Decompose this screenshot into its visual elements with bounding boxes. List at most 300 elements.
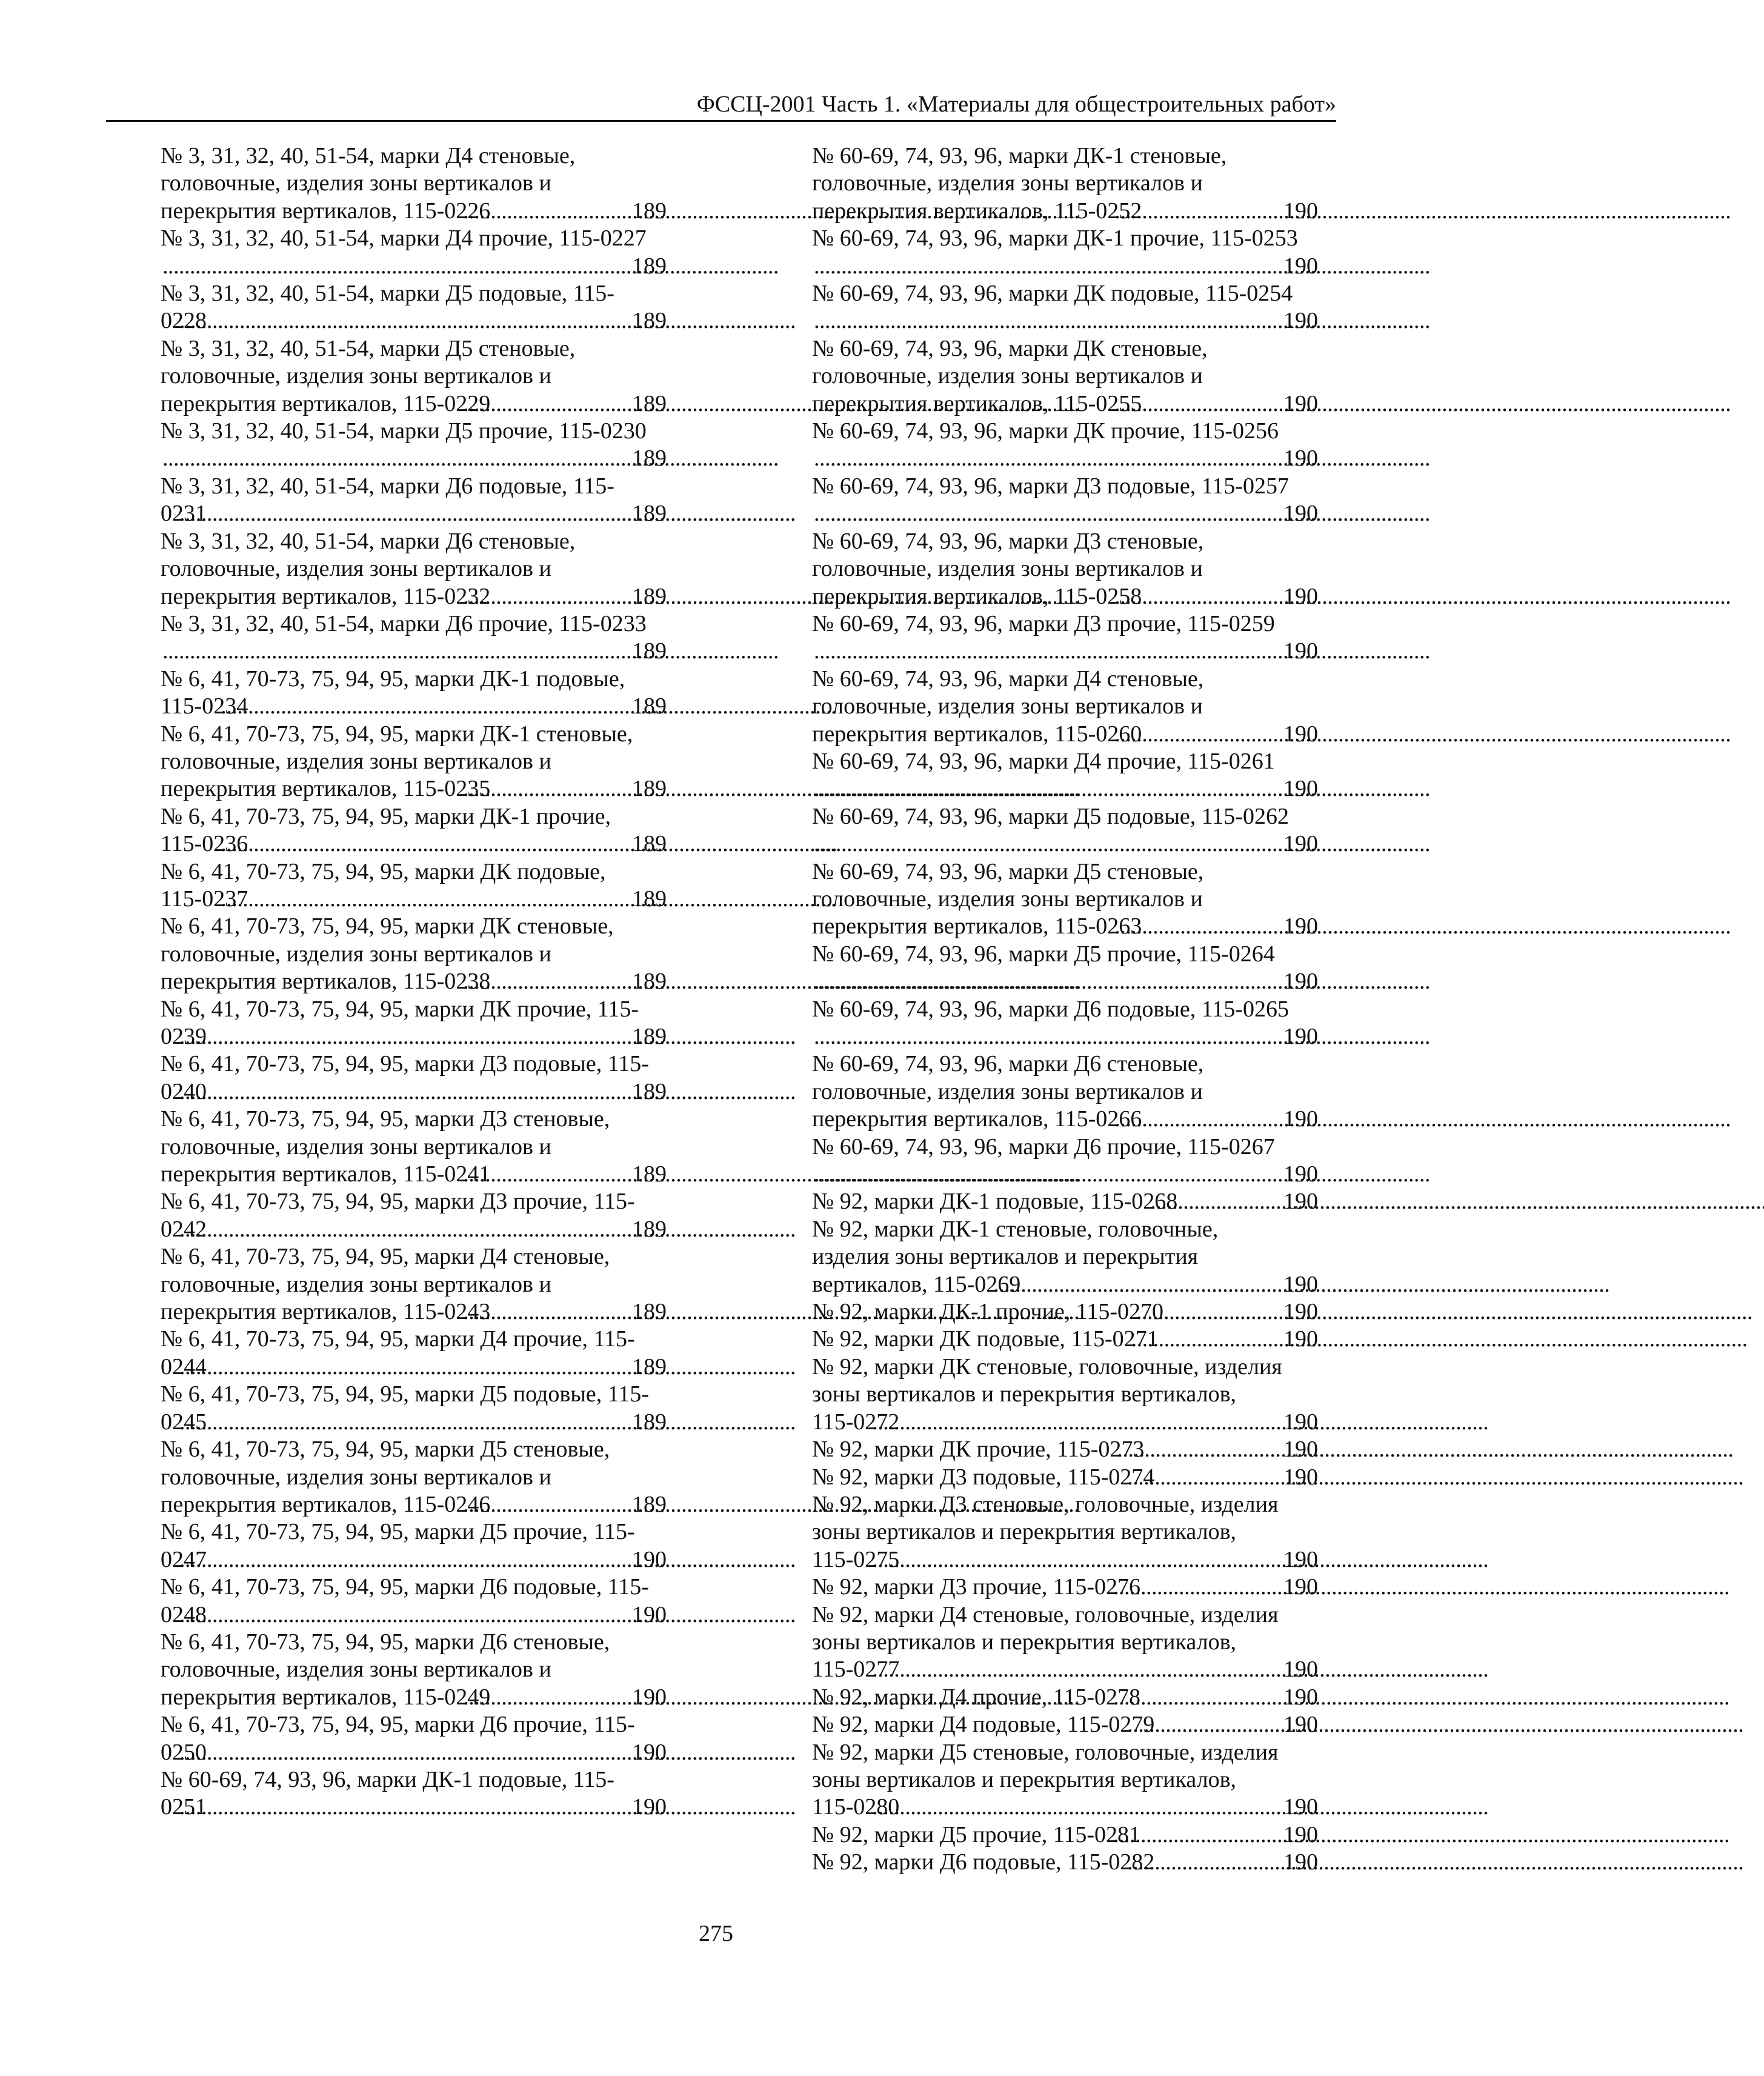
entry-page-number: 190 <box>1283 776 1318 802</box>
entry-last-line <box>812 721 1318 748</box>
entry-last-line <box>161 1023 667 1050</box>
entry-last-line <box>812 1849 1318 1876</box>
dot-leader <box>1022 1271 1311 1298</box>
entry-text: № 92, марки Д3 прочие, 115-0276 <box>812 1574 1141 1600</box>
entry-text-line: № 60-69, 74, 93, 96, марки Д5 подовые, 115-0262 <box>812 803 1289 829</box>
entry-text: 0248 <box>161 1601 207 1627</box>
entry-last-line <box>161 307 667 335</box>
entry-page-number: 189 <box>632 308 667 334</box>
entry-page-number: 189 <box>632 583 667 609</box>
entry-last-line <box>161 968 667 995</box>
entry-text-line: № 60-69, 74, 93, 96, марки Д4 стеновые, <box>812 666 1204 692</box>
entry-text-line: зоны вертикалов и перекрытия вертикалов, <box>812 1519 1237 1545</box>
index-entry <box>812 1601 1318 1684</box>
entry-page-number: 190 <box>1283 446 1318 472</box>
dot-leader <box>208 1409 659 1436</box>
entry-text-line: № 3, 31, 32, 40, 51-54, марки Д6 стеновые, <box>161 528 576 554</box>
entry-page-number: 190 <box>1283 1326 1318 1352</box>
entry-last-line <box>161 1216 667 1243</box>
dot-leader <box>843 638 1311 665</box>
entry-page-number: 190 <box>632 1684 667 1710</box>
index-entry <box>161 1381 667 1436</box>
entry-last-line <box>161 1409 667 1436</box>
index-column-left <box>161 142 667 1821</box>
entry-last-line <box>161 1794 667 1821</box>
index-entry <box>161 858 667 913</box>
entry-page-number: 190 <box>1283 1161 1318 1187</box>
index-entry <box>812 142 1318 225</box>
entry-text: перекрытия вертикалов, 115-0249 <box>161 1684 491 1710</box>
entry-last-line <box>841 968 1318 995</box>
entry-last-line <box>161 693 667 720</box>
dot-leader <box>208 1023 659 1050</box>
dot-leader <box>250 830 659 858</box>
entry-text-line: № 3, 31, 32, 40, 51-54, марки Д5 стеновые, <box>161 335 576 361</box>
entry-text: 0244 <box>161 1353 207 1380</box>
dot-leader <box>191 638 659 665</box>
entry-page-number: 190 <box>632 1739 667 1765</box>
entry-page-number: 189 <box>632 886 667 912</box>
dot-leader <box>191 253 659 280</box>
dot-leader <box>843 775 1311 803</box>
index-entry <box>812 748 1318 803</box>
index-entry <box>812 225 1318 280</box>
index-entry <box>812 1216 1318 1298</box>
entry-page-number: 189 <box>632 1409 667 1435</box>
entry-last-line <box>812 1188 1318 1215</box>
index-entry <box>812 1188 1318 1215</box>
entry-last-line <box>190 638 667 665</box>
dot-leader <box>208 1078 659 1106</box>
index-entry <box>812 1353 1318 1436</box>
entry-text-line: головочные, изделия зоны вертикалов и <box>161 1464 551 1490</box>
index-entry <box>812 1464 1318 1491</box>
entry-text-line: головочные, изделия зоны вертикалов и <box>161 941 551 967</box>
index-entry <box>812 1491 1318 1574</box>
entry-page-number: 189 <box>632 253 667 279</box>
entry-last-line <box>812 1326 1318 1353</box>
entry-page-number: 189 <box>632 693 667 719</box>
index-entry <box>812 858 1318 941</box>
entry-text-line: изделия зоны вертикалов и перекрытия <box>812 1244 1199 1270</box>
entry-last-line <box>841 307 1318 335</box>
index-entry <box>812 610 1318 666</box>
entry-text: перекрытия вертикалов, 115-0246 <box>161 1491 491 1517</box>
entry-text-line: головочные, изделия зоны вертикалов и <box>812 363 1203 389</box>
dot-leader <box>191 445 659 472</box>
dot-leader <box>208 1601 659 1629</box>
entry-text: перекрытия вертикалов, 115-0238 <box>161 969 491 995</box>
entry-page-number: 190 <box>1283 1106 1318 1132</box>
entry-text: 0250 <box>161 1739 207 1765</box>
dot-leader <box>843 830 1311 858</box>
entry-text: 115-0280 <box>812 1794 900 1820</box>
dot-leader <box>843 445 1311 472</box>
entry-last-line <box>812 1711 1318 1738</box>
entry-text: 0240 <box>161 1078 207 1104</box>
entry-page-number: 190 <box>1283 638 1318 664</box>
index-entry <box>161 225 667 280</box>
entry-text-line: № 92, марки ДК-1 стеновые, головочные, <box>812 1216 1219 1242</box>
index-entry <box>812 1821 1318 1849</box>
entry-last-line <box>812 390 1318 418</box>
entry-page-number: 190 <box>1283 1299 1318 1325</box>
entry-page-number: 190 <box>1283 1546 1318 1572</box>
entry-page-number: 189 <box>632 1078 667 1104</box>
entry-page-number: 189 <box>632 638 667 664</box>
entry-text-line: № 6, 41, 70-73, 75, 94, 95, марки ДК-1 подовые, <box>161 666 625 692</box>
entry-text: перекрытия вертикалов, 115-0255 <box>812 390 1142 416</box>
entry-last-line <box>812 913 1318 940</box>
entry-last-line <box>812 1271 1318 1298</box>
index-entry <box>812 803 1318 858</box>
entry-text-line: головочные, изделия зоны вертикалов и <box>812 1078 1203 1104</box>
index-entry <box>812 1574 1318 1601</box>
entry-text: перекрытия вертикалов, 115-0263 <box>812 913 1142 940</box>
entry-text-line: № 6, 41, 70-73, 75, 94, 95, марки ДК-1 прочие, <box>161 803 611 829</box>
entry-page-number: 189 <box>632 1353 667 1380</box>
entry-last-line <box>812 198 1318 225</box>
entry-page-number: 190 <box>1283 831 1318 857</box>
entry-text-line: № 6, 41, 70-73, 75, 94, 95, марки Д5 стеновые, <box>161 1437 610 1463</box>
entry-text-line: головочные, изделия зоны вертикалов и <box>161 1133 551 1160</box>
index-entry <box>812 1133 1318 1189</box>
entry-text: перекрытия вертикалов, 115-0235 <box>161 776 491 802</box>
entry-text-line: головочные, изделия зоны вертикалов и <box>812 556 1203 582</box>
entry-text-line: № 60-69, 74, 93, 96, марки Д3 подовые, 115-0257 <box>812 473 1289 499</box>
entry-text: 115-0234 <box>161 693 248 719</box>
entry-last-line <box>161 1353 667 1381</box>
index-entry <box>812 1849 1318 1876</box>
index-entry <box>812 335 1318 418</box>
entry-text: перекрытия вертикалов, 115-0266 <box>812 1106 1142 1132</box>
entry-text-line: № 6, 41, 70-73, 75, 94, 95, марки Д6 прочие, 115- <box>161 1712 635 1738</box>
entry-text-line: № 92, марки Д5 стеновые, головочные, изделия <box>812 1739 1279 1765</box>
entry-page-number: 189 <box>632 1216 667 1242</box>
entry-text: № 92, марки Д4 подовые, 115-0279 <box>812 1712 1155 1738</box>
dot-leader <box>208 1794 659 1821</box>
entry-page-number: 190 <box>1283 1657 1318 1683</box>
entry-text-line: головочные, изделия зоны вертикалов и <box>161 1657 551 1683</box>
index-entry <box>161 1106 667 1188</box>
index-entry <box>161 1518 667 1574</box>
entry-text: 0245 <box>161 1409 207 1435</box>
entry-text-line: № 60-69, 74, 93, 96, марки ДК подовые, 115-0254 <box>812 281 1293 307</box>
index-entry <box>161 1050 667 1106</box>
entry-page-number: 190 <box>1283 1409 1318 1435</box>
entry-page-number: 190 <box>1283 1271 1318 1297</box>
entry-text-line: зоны вертикалов и перекрытия вертикалов, <box>812 1629 1237 1655</box>
dot-leader <box>901 1409 1311 1436</box>
entry-page-number: 190 <box>1283 501 1318 527</box>
entry-text-line: головочные, изделия зоны вертикалов и <box>812 170 1203 196</box>
entry-text-line: № 6, 41, 70-73, 75, 94, 95, марки Д4 стеновые, <box>161 1244 610 1270</box>
entry-text-line: головочные, изделия зоны вертикалов и <box>812 693 1203 719</box>
entry-last-line <box>161 1739 667 1766</box>
entry-last-line <box>841 638 1318 665</box>
entry-text-line: № 3, 31, 32, 40, 51-54, марки Д6 прочие, 115-0233 <box>161 610 647 636</box>
dot-leader <box>208 1546 659 1574</box>
entry-last-line <box>161 1601 667 1629</box>
entry-text: перекрытия вертикалов, 115-0260 <box>812 721 1142 747</box>
entry-text-line: № 6, 41, 70-73, 75, 94, 95, марки ДК стеновые, <box>161 913 614 940</box>
index-entry <box>812 1298 1318 1326</box>
entry-last-line <box>841 775 1318 803</box>
entry-last-line <box>841 830 1318 858</box>
entry-text: 0231 <box>161 501 207 527</box>
entry-last-line <box>812 1106 1318 1133</box>
entry-text: 115-0275 <box>812 1546 900 1572</box>
index-entry <box>812 996 1318 1051</box>
entry-page-number: 189 <box>632 831 667 857</box>
entry-last-line <box>812 1821 1318 1849</box>
index-entry <box>161 1711 667 1766</box>
dot-leader <box>250 886 659 913</box>
entry-text: № 92, марки ДК подовые, 115-0271 <box>812 1326 1159 1352</box>
entry-last-line <box>161 830 667 858</box>
entry-page-number: 190 <box>632 1546 667 1572</box>
dot-leader <box>901 1546 1311 1574</box>
entry-last-line <box>812 1574 1318 1601</box>
entry-text: № 92, марки ДК-1 прочие, 115-0270 <box>812 1299 1164 1325</box>
entry-page-number: 190 <box>1283 913 1318 940</box>
entry-page-number: 190 <box>1283 583 1318 609</box>
entry-text-line: № 3, 31, 32, 40, 51-54, марки Д5 подовые, 115- <box>161 281 614 307</box>
entry-page-number: 189 <box>632 969 667 995</box>
entry-page-number: 190 <box>1283 1712 1318 1738</box>
entry-text: 0247 <box>161 1546 207 1572</box>
index-entry <box>161 803 667 858</box>
index-entry <box>812 1711 1318 1738</box>
entry-text-line: № 60-69, 74, 93, 96, марки ДК-1 прочие, 115-0253 <box>812 225 1298 252</box>
index-entry <box>812 1684 1318 1711</box>
entry-text-line: № 60-69, 74, 93, 96, марки Д6 прочие, 115-0267 <box>812 1133 1275 1160</box>
index-entry <box>161 1188 667 1243</box>
entry-last-line <box>190 253 667 280</box>
entry-last-line <box>841 445 1318 472</box>
entry-last-line <box>161 500 667 527</box>
entry-text: перекрытия вертикалов, 115-0258 <box>812 583 1142 609</box>
entry-last-line <box>812 1464 1318 1491</box>
entry-last-line <box>841 1023 1318 1050</box>
entry-page-number: 190 <box>1283 308 1318 334</box>
index-entry <box>161 1766 667 1821</box>
entry-text: 0239 <box>161 1024 207 1049</box>
entry-text-line: № 60-69, 74, 93, 96, марки ДК стеновые, <box>812 335 1208 361</box>
entry-page-number: 189 <box>632 1024 667 1049</box>
entry-text-line: № 60-69, 74, 93, 96, марки Д5 стеновые, <box>812 858 1204 884</box>
entry-text-line: № 6, 41, 70-73, 75, 94, 95, марки Д4 прочие, 115- <box>161 1326 635 1352</box>
entry-text-line: головочные, изделия зоны вертикалов и <box>161 363 551 389</box>
entry-last-line <box>812 1656 1318 1683</box>
index-entry <box>161 1574 667 1629</box>
entry-last-line <box>161 583 667 610</box>
entry-last-line <box>841 253 1318 280</box>
index-entry <box>812 941 1318 996</box>
entry-text: перекрытия вертикалов, 115-0241 <box>161 1161 491 1187</box>
entry-page-number: 190 <box>1283 1464 1318 1490</box>
index-entry <box>161 1436 667 1518</box>
entry-text: 0251 <box>161 1794 207 1820</box>
entry-page-number: 190 <box>1283 1024 1318 1049</box>
entry-text-line: № 60-69, 74, 93, 96, марки Д4 прочие, 115-0261 <box>812 748 1275 774</box>
dot-leader <box>208 1739 659 1766</box>
entry-last-line <box>841 1161 1318 1188</box>
index-entry <box>812 666 1318 748</box>
entry-text: № 92, марки Д6 подовые, 115-0282 <box>812 1849 1155 1875</box>
entry-text-line: № 92, марки ДК стеновые, головочные, изделия <box>812 1353 1282 1380</box>
entry-page-number: 190 <box>632 1794 667 1820</box>
entry-text: № 92, марки ДК-1 подовые, 115-0268 <box>812 1189 1178 1215</box>
entry-last-line <box>161 886 667 913</box>
entry-page-number: 190 <box>1283 253 1318 279</box>
entry-text-line: № 3, 31, 32, 40, 51-54, марки Д4 прочие, 115-0227 <box>161 225 647 252</box>
entry-text: вертикалов, 115-0269 <box>812 1271 1021 1297</box>
entry-last-line <box>161 390 667 418</box>
entry-text-line: № 6, 41, 70-73, 75, 94, 95, марки ДК прочие, 115- <box>161 996 639 1022</box>
entry-page-number: 189 <box>632 1161 667 1187</box>
dot-leader <box>843 500 1311 527</box>
index-entry <box>812 418 1318 473</box>
dot-leader <box>901 1656 1311 1683</box>
entry-page-number: 189 <box>632 1299 667 1325</box>
index-entry <box>161 335 667 418</box>
entry-text-line: головочные, изделия зоны вертикалов и <box>161 170 551 196</box>
running-header: ФССЦ-2001 Часть 1. «Материалы для общестроительных работ» <box>106 90 1336 122</box>
entry-page-number: 189 <box>632 776 667 802</box>
index-column-right <box>812 142 1318 1877</box>
index-entry <box>161 996 667 1051</box>
entry-page-number: 190 <box>1283 1794 1318 1820</box>
index-entry <box>161 1629 667 1711</box>
entry-text-line: № 6, 41, 70-73, 75, 94, 95, марки Д3 подовые, 115- <box>161 1051 649 1077</box>
index-entry <box>161 1243 667 1326</box>
index-entry <box>161 528 667 610</box>
dot-leader <box>843 1161 1311 1188</box>
entry-text-line: зоны вертикалов и перекрытия вертикалов, <box>812 1766 1237 1792</box>
index-entry <box>812 473 1318 528</box>
entry-text-line: головочные, изделия зоны вертикалов и <box>161 556 551 582</box>
entry-page-number: 190 <box>1283 1189 1318 1215</box>
entry-page-number: 190 <box>1283 198 1318 224</box>
page-number: 275 <box>699 1921 733 1946</box>
dot-leader <box>901 1794 1311 1821</box>
entry-page-number: 189 <box>632 390 667 416</box>
entry-last-line <box>812 1409 1318 1436</box>
dot-leader <box>208 1353 659 1381</box>
index-entry <box>161 473 667 528</box>
entry-text-line: № 6, 41, 70-73, 75, 94, 95, марки Д3 стеновые, <box>161 1106 610 1132</box>
entry-text-line: № 3, 31, 32, 40, 51-54, марки Д6 подовые, 115- <box>161 473 614 499</box>
entry-text-line: № 6, 41, 70-73, 75, 94, 95, марки Д5 подовые, 115- <box>161 1381 649 1407</box>
entry-text: № 92, марки Д3 подовые, 115-0274 <box>812 1464 1155 1490</box>
dot-leader <box>208 500 659 527</box>
entry-last-line <box>812 1298 1318 1326</box>
entry-page-number: 190 <box>632 1601 667 1627</box>
entry-text-line: № 3, 31, 32, 40, 51-54, марки Д4 стеновые, <box>161 143 576 169</box>
entry-last-line <box>841 500 1318 527</box>
entry-last-line <box>190 445 667 472</box>
entry-last-line <box>161 1298 667 1326</box>
entry-last-line <box>161 1546 667 1574</box>
entry-text-line: № 60-69, 74, 93, 96, марки ДК-1 стеновые, <box>812 143 1227 169</box>
dot-leader <box>250 693 659 720</box>
entry-text: № 92, марки ДК прочие, 115-0273 <box>812 1437 1145 1463</box>
entry-text: перекрытия вертикалов, 115-0229 <box>161 390 491 416</box>
entry-text-line: головочные, изделия зоны вертикалов и <box>161 748 551 774</box>
index-entry <box>161 142 667 225</box>
dot-leader <box>843 1023 1311 1050</box>
index-entry <box>161 721 667 803</box>
index-entry <box>812 280 1318 335</box>
entry-text-line: № 6, 41, 70-73, 75, 94, 95, марки Д6 подовые, 115- <box>161 1574 649 1600</box>
entry-page-number: 190 <box>1283 969 1318 995</box>
entry-text: 115-0236 <box>161 831 248 857</box>
entry-text: № 92, марки Д5 прочие, 115-0281 <box>812 1821 1141 1847</box>
entry-last-line <box>161 198 667 225</box>
entry-last-line <box>161 1078 667 1106</box>
entry-text-line: головочные, изделия зоны вертикалов и <box>812 886 1203 912</box>
entry-page-number: 189 <box>632 446 667 472</box>
entry-text-line: № 6, 41, 70-73, 75, 94, 95, марки ДК-1 стеновые, <box>161 721 633 747</box>
index-entry <box>812 1739 1318 1821</box>
entry-text-line: № 60-69, 74, 93, 96, марки Д6 подовые, 115-0265 <box>812 996 1289 1022</box>
entry-page-number: 190 <box>1283 1821 1318 1847</box>
entry-text: перекрытия вертикалов, 115-0232 <box>161 583 491 609</box>
entry-text-line: № 60-69, 74, 93, 96, марки ДК прочие, 115-0256 <box>812 418 1279 444</box>
entry-text-line: № 3, 31, 32, 40, 51-54, марки Д5 прочие, 115-0230 <box>161 418 647 444</box>
entry-page-number: 189 <box>632 501 667 527</box>
entry-page-number: 190 <box>1283 1684 1318 1710</box>
entry-last-line <box>161 1491 667 1518</box>
index-entry <box>161 610 667 666</box>
entry-text-line: № 60-69, 74, 93, 96, марки Д3 прочие, 115-0259 <box>812 610 1275 636</box>
dot-leader <box>843 307 1311 335</box>
entry-text-line: № 6, 41, 70-73, 75, 94, 95, марки Д6 стеновые, <box>161 1629 610 1655</box>
entry-last-line <box>812 1684 1318 1711</box>
entry-page-number: 190 <box>1283 721 1318 747</box>
entry-text: 115-0277 <box>812 1657 900 1683</box>
index-entry <box>812 1326 1318 1353</box>
entry-text: перекрытия вертикалов, 115-0252 <box>812 198 1142 224</box>
index-entry <box>161 1326 667 1381</box>
index-entry <box>161 418 667 473</box>
dot-leader <box>208 1216 659 1243</box>
entry-page-number: 190 <box>1283 390 1318 416</box>
index-entry <box>812 1436 1318 1463</box>
dot-leader <box>208 307 659 335</box>
entry-text-line: № 6, 41, 70-73, 75, 94, 95, марки Д3 прочие, 115- <box>161 1189 635 1215</box>
entry-last-line <box>812 583 1318 610</box>
dot-leader <box>843 253 1311 280</box>
index-entry <box>812 1050 1318 1133</box>
entry-text: перекрытия вертикалов, 115-0226 <box>161 198 491 224</box>
entry-last-line <box>161 1161 667 1188</box>
index-entry <box>161 913 667 995</box>
entry-text: № 92, марки Д4 прочие, 115-0278 <box>812 1684 1141 1710</box>
entry-text: 115-0272 <box>812 1409 900 1435</box>
entry-page-number: 189 <box>632 198 667 224</box>
index-entry <box>812 528 1318 610</box>
dot-leader <box>843 968 1311 995</box>
entry-text-line: № 60-69, 74, 93, 96, марки Д6 стеновые, <box>812 1051 1204 1077</box>
entry-text-line: № 6, 41, 70-73, 75, 94, 95, марки Д5 прочие, 115- <box>161 1519 635 1545</box>
entry-page-number: 190 <box>1283 1437 1318 1463</box>
index-entry <box>161 280 667 335</box>
entry-text-line: № 92, марки Д3 стеновые, головочные, изделия <box>812 1491 1279 1517</box>
entry-text-line: № 6, 41, 70-73, 75, 94, 95, марки ДК подовые, <box>161 858 606 884</box>
entry-text-line: № 60-69, 74, 93, 96, марки ДК-1 подовые, 115- <box>161 1766 614 1792</box>
